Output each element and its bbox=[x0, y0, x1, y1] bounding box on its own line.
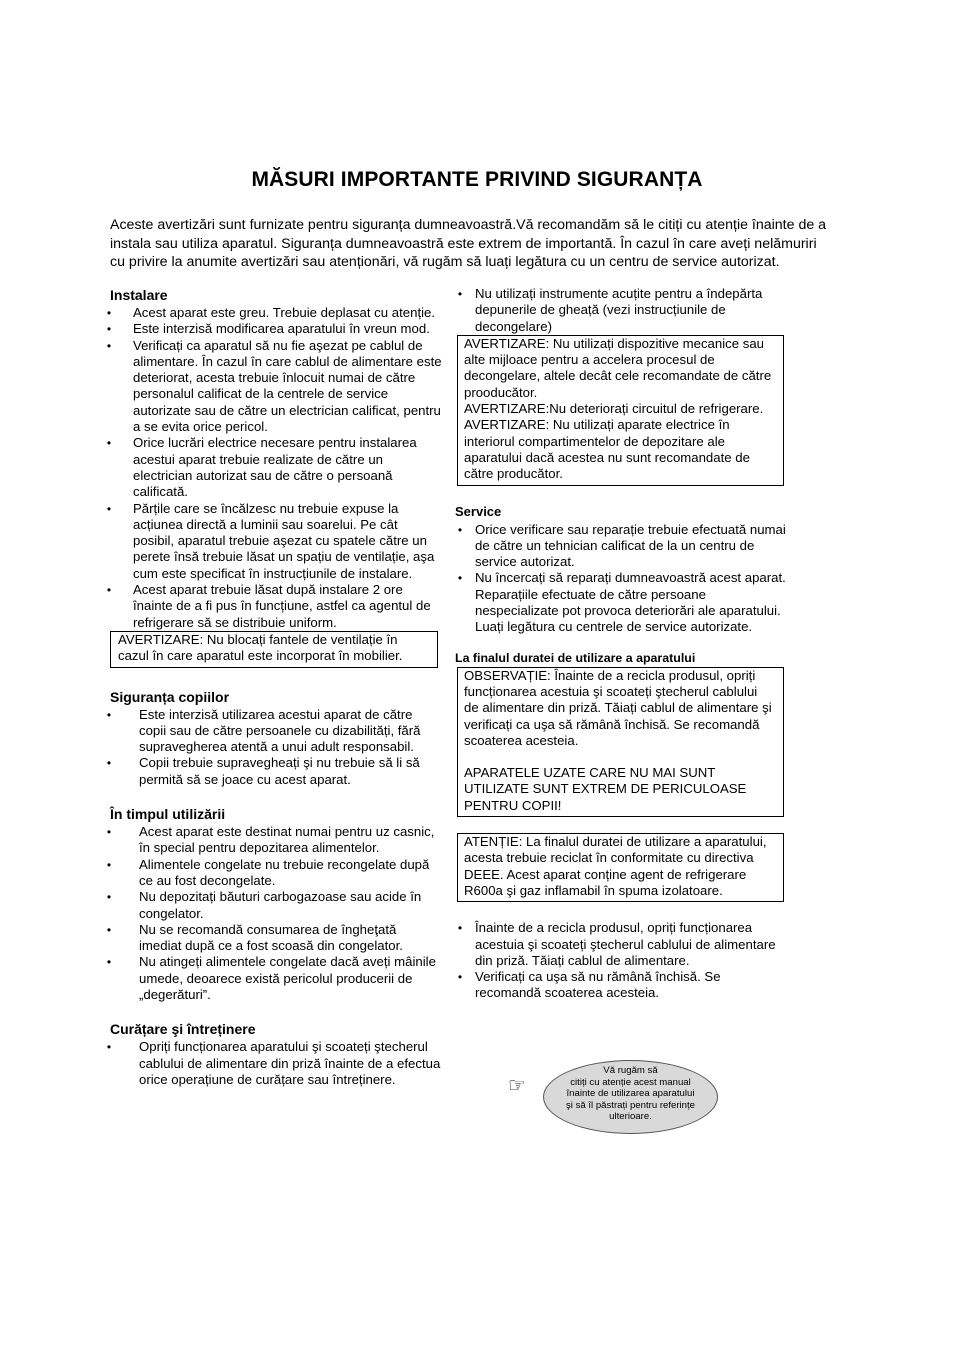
list-item: • Nu se recomandă consumarea de îngheţată imediat după ce a fost scoasă din congelator. bbox=[104, 922, 442, 955]
note-line: înainte de utilizarea aparatului bbox=[566, 1088, 695, 1100]
mechanical-warning-box bbox=[457, 335, 784, 486]
note-line: Vă rugăm să bbox=[603, 1065, 658, 1076]
list-item: • Opriți funcționarea aparatului şi scoateți ştecherul cablului de alimentare din priză înainte de a efectua orice operațiune de curățare sau întreținere. bbox=[104, 1039, 442, 1088]
list-item: • Nu depozitați băuturi carbogazoase sau acide în congelator. bbox=[104, 889, 442, 922]
instalare-heading: Instalare bbox=[110, 287, 168, 303]
list-item: • Nu încercați să reparați dumneavoastră acest aparat. Reparațiile efectuate de către persoane nespecializate pot provoca deteriorări ale aparatului. Luați legătura cu centrele de service autorizate. bbox=[455, 570, 790, 635]
danger-text: APARATELE UZATE CARE NU MAI SUNT UTILIZATE SUNT EXTREM DE PERICULOASE PENTRU COPII! bbox=[464, 765, 747, 813]
service-list bbox=[455, 522, 790, 636]
intro-paragraph: Aceste avertizări sunt furnizate pentru siguranța dumneavoastră.Vă recomandăm să le citiți cu atenție înainte de a instala sau utiliza aparatul. Siguranța dumneavoastră este extrem de importantă. În cazul în care aveți nelămuriri cu privire la anumite avertizări sau atenționări, vă rugăm să luați legătura cu un centru de service autorizat. bbox=[110, 217, 827, 270]
curatare-heading: Curățare şi întreținere bbox=[110, 1021, 256, 1038]
copii-heading: Siguranța copiilor bbox=[110, 688, 230, 705]
observatie-text: OBSERVAȚIE: Înainte de a recicla produsul, opriți funcționarea acestuia şi scoateți ştecherul cablului de alimentare din priză. Tăiați cablul de alimentare şi verificați ca uşa să rămână închisă. Se recomandă scoaterea acesteia. bbox=[464, 667, 772, 748]
list-item: • Orice lucrări electrice necesare pentru instalarea acestui aparat trebuie realizate de către un electrician autorizat sau de către o persoană calificată. bbox=[104, 435, 442, 500]
utilizare-heading: În timpul utilizării bbox=[110, 806, 226, 823]
list-item: • Orice verificare sau reparație trebuie efectuată numai de către un tehnician calificat de la un centru de service autorizat. bbox=[455, 522, 790, 571]
page-title: MĂSURI IMPORTANTE PRIVIND SIGURANȚA bbox=[251, 168, 703, 191]
list-item: • Verificați ca aparatul să nu fie aşezat pe cablul de alimentare. În cazul în care cablul de alimentare este deteriorat, acesta trebuie înlocuit numai de către personalul calificat de la centrele de service autorizate sau de către un electrician calificat, pentru a se evita orice pericol. bbox=[104, 338, 442, 436]
list-item: • Este interzisă modificarea aparatului în vreun mod. bbox=[104, 321, 442, 337]
note-line: şi să îl păstrați pentru referințe bbox=[565, 1099, 696, 1111]
warning-text: AVERTIZARE:Nu deteriorați circuitul de refrigerare. bbox=[464, 401, 764, 417]
right-column bbox=[455, 286, 790, 1002]
list-item: • Verificați ca uşa să nu rămână închisă. Se recomandă scoaterea acesteia. bbox=[455, 969, 790, 1002]
note-line: ulterioare. bbox=[609, 1111, 652, 1123]
ventilation-warning-box: AVERTIZARE: Nu blocați fantele de ventilație în cazul în care aparatul este incorporat în mobilier. bbox=[110, 631, 438, 668]
service-heading: Service bbox=[455, 503, 502, 519]
list-item: • Nu atingeți alimentele congelate dacă aveți mâinile umede, deoarece există pericolul producerii de „degerături”. bbox=[104, 954, 442, 1003]
recycle-list bbox=[455, 920, 790, 1001]
list-item: • Înainte de a recicla produsul, opriți funcționarea acestuia şi scoateți ştecherul cablului de alimentare din priză. Tăiați cablul de alimentare. bbox=[455, 920, 790, 969]
atentie-box: ATENȚIE: La finalul duratei de utilizare a aparatului, acesta trebuie reciclat în conformitate cu directiva DEEE. Acest aparat conține agent de refrigerare R600a şi gaz inflamabil în spuma izolatoare. bbox=[457, 833, 784, 902]
list-item: • Acest aparat trebuie lăsat după instalare 2 ore înainte de a fi pus în funcțiune, astfel ca agentul de refrigerare să se distribuie uniform. bbox=[104, 582, 442, 631]
note-line: citiți cu atenție acest manual bbox=[570, 1076, 691, 1088]
decongelare-list bbox=[455, 286, 790, 335]
read-manual-note bbox=[543, 1060, 718, 1134]
utilizare-list bbox=[104, 824, 442, 1003]
left-column bbox=[104, 286, 442, 1088]
observatie-box bbox=[457, 667, 784, 817]
pointing-hand-icon: ☞ bbox=[508, 1075, 526, 1097]
warning-text: AVERTIZARE: Nu utilizați dispozitive mecanice sau alte mijloace pentru a accelera procesul de decongelare, altele decât cele recomandate de către prooducător. bbox=[464, 335, 772, 400]
list-item: • Nu utilizați instrumente acuțite pentru a îndepărta depunerile de gheață (vezi instrucțiunile de decongelare) bbox=[455, 286, 790, 335]
warning-text: AVERTIZARE: Nu utilizați aparate electrice în interiorul compartimentelor de depozitare ale aparatului dacă acestea nu sunt recomandate de către producător. bbox=[464, 417, 750, 482]
instalare-list bbox=[104, 305, 442, 631]
list-item: • Alimentele congelate nu trebuie recongelate după ce au fost decongelate. bbox=[104, 857, 442, 890]
list-item: • Acest aparat este destinat numai pentru uz casnic, în special pentru depozitarea alimentelor. bbox=[104, 824, 442, 857]
list-item: • Părțile care se încălzesc nu trebuie expuse la acțiunea directă a luminii sau soarelui. Pe cât posibil, aparatul trebuie aşezat cu spatele către un perete însă trebuie lăsat un spațiu de ventilație, aşa cum este specificat în instrucțiunile de instalare. bbox=[104, 501, 442, 582]
final-heading: La finalul duratei de utilizare a aparatului bbox=[455, 650, 696, 665]
list-item: • Acest aparat este greu. Trebuie deplasat cu atenție. bbox=[104, 305, 442, 321]
list-item: • Este interzisă utilizarea acestui aparat de către copii sau de către persoanele cu dizabilități, fără supravegherea atentă a unui adult responsabil. bbox=[104, 707, 442, 756]
list-item: • Copii trebuie supravegheați şi nu trebuie să li să permită să se joace cu acest aparat. bbox=[104, 755, 442, 788]
copii-list bbox=[104, 707, 442, 788]
curatare-list bbox=[104, 1039, 442, 1088]
